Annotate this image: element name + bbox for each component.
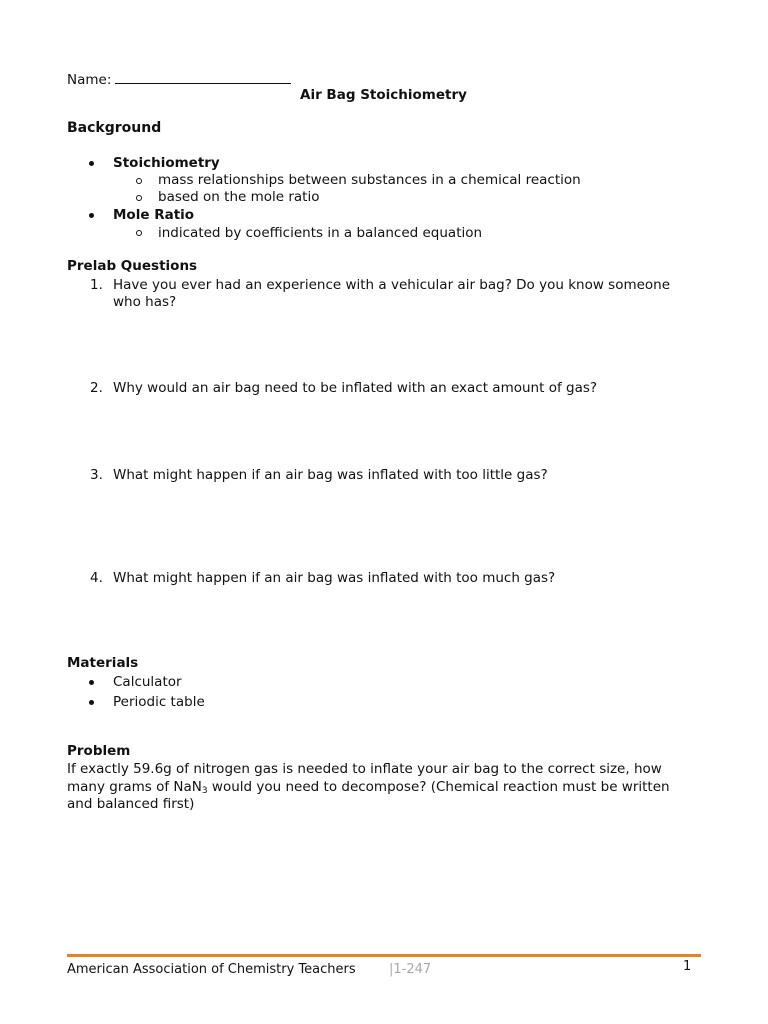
question-4-text: What might happen if an air bag was inflated with too much gas?: [113, 570, 556, 586]
footer-divider: [67, 954, 701, 957]
material-item: Calculator: [113, 674, 182, 690]
problem-line-3: and balanced first): [67, 796, 195, 812]
problem-line-2-end: would you need to decompose? (Chemical reaction must be written: [207, 779, 670, 795]
problem-line-2-start: many grams of NaN: [67, 779, 202, 795]
subscript-3: 3: [201, 786, 208, 796]
page-number: 1: [683, 959, 692, 974]
name-blank-line[interactable]: [115, 71, 291, 84]
material-item: Periodic table: [113, 694, 205, 710]
bullet-icon: [89, 700, 94, 705]
bullet-icon: [89, 680, 94, 685]
bullet-icon: [89, 213, 94, 218]
term-mole-ratio: Mole Ratio: [113, 207, 195, 223]
stoichiometry-definition-1: mass relationships between substances in a chemical reaction: [158, 172, 581, 188]
sub-bullet-icon: [136, 230, 142, 236]
problem-line-2: [67, 779, 670, 795]
question-number: 1.: [90, 277, 103, 293]
question-number: 3.: [90, 467, 103, 483]
document-title: Air Bag Stoichiometry: [300, 87, 467, 103]
materials-heading: Materials: [67, 655, 139, 671]
question-1-line-1: Have you ever had an experience with a vehicular air bag? Do you know someone: [113, 277, 671, 293]
name-field[interactable]: [67, 71, 291, 88]
question-number: 2.: [90, 380, 103, 396]
question-number: 4.: [90, 570, 103, 586]
problem-line-1: If exactly 59.6g of nitrogen gas is needed to inflate your air bag to the correct size, how: [67, 761, 662, 777]
name-label: Name:: [67, 72, 112, 88]
background-heading: Background: [67, 120, 162, 136]
prelab-heading: Prelab Questions: [67, 258, 198, 274]
question-2-text: Why would an air bag need to be inflated with an exact amount of gas?: [113, 380, 598, 396]
footer-organization: American Association of Chemistry Teachers: [67, 962, 356, 977]
question-1-line-2: who has?: [113, 294, 177, 310]
footer-code: |1-247: [389, 962, 432, 977]
term-stoichiometry: Stoichiometry: [113, 155, 220, 171]
bullet-icon: [89, 161, 94, 166]
mole-ratio-definition: indicated by coefficients in a balanced equation: [158, 225, 483, 241]
sub-bullet-icon: [136, 195, 142, 201]
sub-bullet-icon: [136, 178, 142, 184]
stoichiometry-definition-2: based on the mole ratio: [158, 189, 320, 205]
problem-heading: Problem: [67, 743, 131, 759]
question-3-text: What might happen if an air bag was inflated with too little gas?: [113, 467, 548, 483]
